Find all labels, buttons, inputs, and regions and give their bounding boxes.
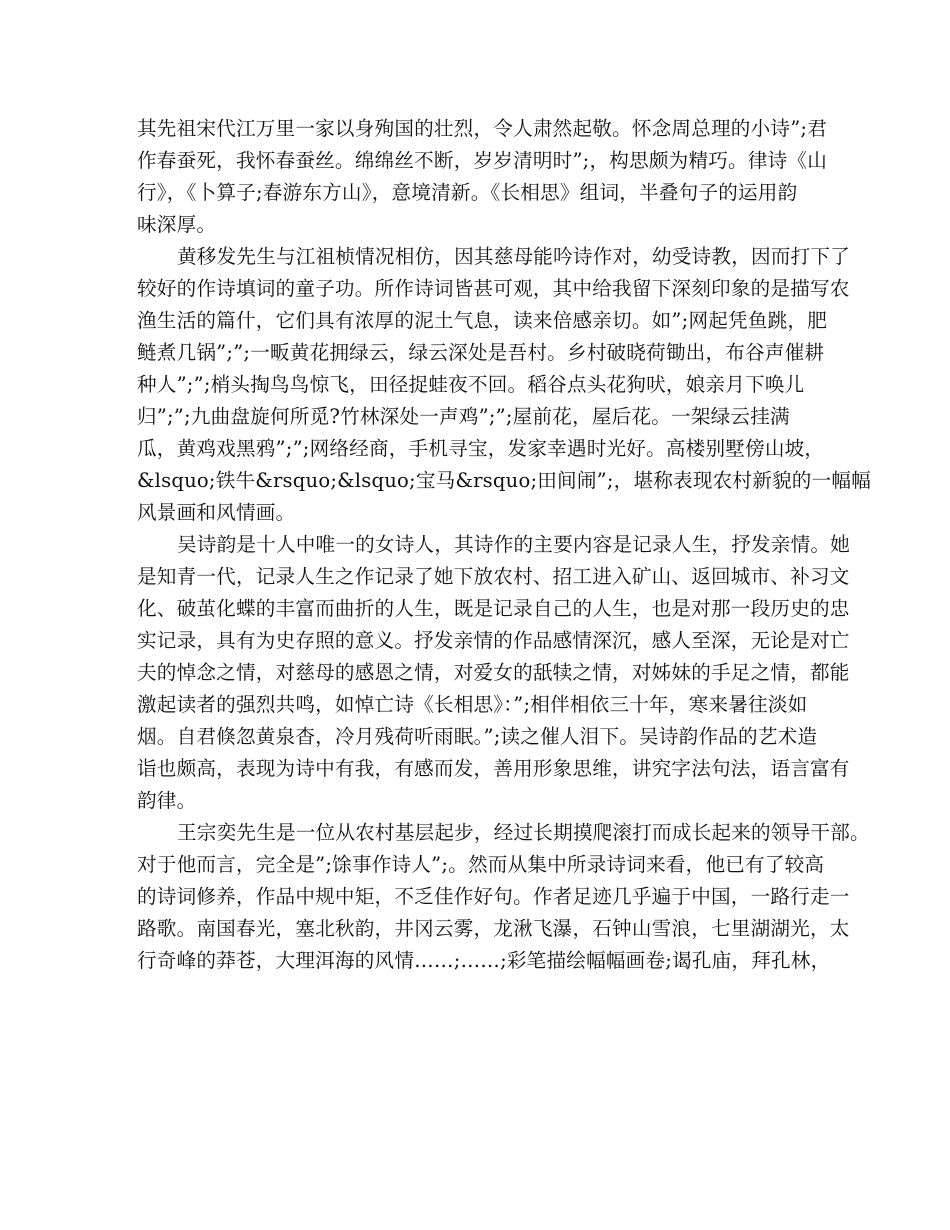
text-line: 激起读者的强烈共鸣，如悼亡诗《长相思》：”;相伴相依三十年，寒来暑往淡如 xyxy=(137,693,808,716)
text-line: 行》，《卜算子;春游东方山》，意境清新。《长相思》组词，半叠句子的运用韵 xyxy=(137,181,798,204)
body-text xyxy=(137,113,871,977)
paragraph-1 xyxy=(137,113,827,241)
text-line: 化、破茧化蝶的丰富而曲折的人生，既是记录自己的人生，也是对那一段历史的忠 xyxy=(137,597,850,620)
text-line: 夫的悼念之情，对慈母的感恩之情，对爱女的舐犊之情，对姊妹的手足之情，都能 xyxy=(137,661,850,684)
text-line: 的诗词修养，作品中规中矩，不乏佳作好句。作者足迹几乎遍于中国，一路行走一 xyxy=(137,885,850,908)
text-line: 是知青一代，记录人生之作记录了她下放农村、招工进入矿山、返回城市、补习文 xyxy=(137,565,850,588)
text-line: 渔生活的篇什，它们具有浓厚的泥土气息，读来倍感亲切。如”;网起凭鱼跳，肥 xyxy=(137,309,828,332)
text-line: 烟。自君倏忽黄泉杳，冷月残荷听雨眠。”;读之催人泪下。吴诗韵作品的艺术造 xyxy=(137,725,818,748)
paragraph-3 xyxy=(137,529,850,817)
paragraph-4 xyxy=(137,817,870,977)
text-line: 对于他而言，完全是”;馀事作诗人”;。然而从集中所录诗词来看，他已有了较高 xyxy=(137,853,825,876)
text-line: &lsquo;铁牛&rsquo;&lsquo;宝马&rsquo;田间闹”;，堪称表现农村新貌的一幅幅 xyxy=(137,469,871,492)
text-line: 种人”;”;梢头掏鸟鸟惊飞，田径捉蛙夜不回。稻谷点头花狗吠，娘亲月下唤儿 xyxy=(137,373,805,396)
text-line: 其先祖宋代江万里一家以身殉国的壮烈，令人肃然起敬。怀念周总理的小诗”;君 xyxy=(137,117,828,140)
text-line: 王宗奕先生是一位从农村基层起步，经过长期摸爬滚打而成长起来的领导干部。 xyxy=(177,821,870,844)
text-line: 吴诗韵是十人中唯一的女诗人，其诗作的主要内容是记录人生，抒发亲情。她 xyxy=(177,533,850,556)
paragraph-2 xyxy=(137,241,871,529)
text-line: 韵律。 xyxy=(137,789,197,812)
text-line: 风景画和风情画。 xyxy=(137,501,296,524)
text-line: 实记录，具有为史存照的意义。抒发亲情的作品感情深沉，感人至深，无论是对亡 xyxy=(137,629,850,652)
text-line: 味深厚。 xyxy=(137,213,217,236)
text-line: 归”;”;九曲盘旋何所觅?竹林深处一声鸡”;”;屋前花，屋后花。一架绿云挂满 xyxy=(137,405,790,428)
text-line: 较好的作诗填词的童子功。所作诗词皆甚可观，其中给我留下深刻印象的是描写农 xyxy=(137,277,850,300)
text-line: 黄移发先生与江祖桢情况相仿，因其慈母能吟诗作对，幼受诗教，因而打下了 xyxy=(177,245,850,268)
text-line: 诣也颇高，表现为诗中有我，有感而发，善用形象思维，讲究字法句法，语言富有 xyxy=(137,757,850,780)
text-line: 路歌。南国春光，塞北秋韵，井冈云雾，龙湫飞瀑，石钟山雪浪，七里湖湖光，太 xyxy=(137,917,850,940)
text-line: 鲢煮几锅”;”;一畈黄花拥绿云，绿云深处是吾村。乡村破晓荷锄出，布谷声催耕 xyxy=(137,341,825,364)
text-line: 作春蚕死，我怀春蚕丝。绵绵丝不断，岁岁清明时”;，构思颇为精巧。律诗《山 xyxy=(137,149,828,172)
text-line: 行奇峰的莽苍，大理洱海的风情……;……;彩笔描绘幅幅画卷;谒孔庙，拜孔林， xyxy=(137,949,831,972)
text-line: 瓜，黄鸡戏黑鸦”;”;网络经商，手机寻宝，发家幸遇时光好。高楼别墅傍山坡， xyxy=(137,437,825,460)
